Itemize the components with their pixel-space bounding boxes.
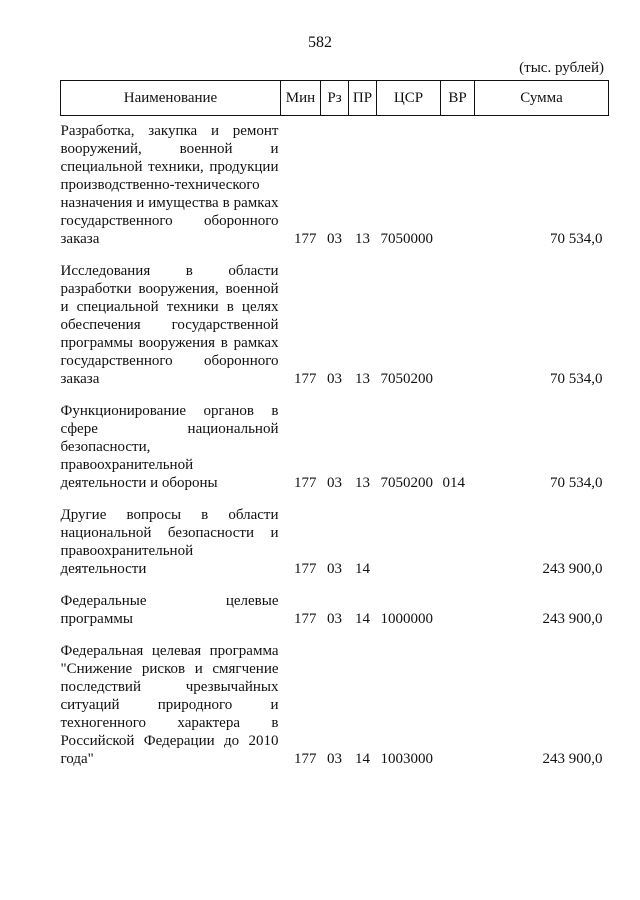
budget-table — [60, 80, 609, 768]
row-name: Исследования в области разработки вооружения, военной и специальной техники в целях обеспечения государственной программы вооружения в рамках государственного оборонного заказа — [60, 263, 279, 387]
row-sum: 243 900,0 — [542, 751, 603, 767]
row-pr: 13 — [355, 475, 370, 491]
row-sum: 70 534,0 — [550, 475, 603, 491]
row-name: Другие вопросы в области национальной безопасности и правоохранительной деятельности — [60, 507, 279, 577]
row-csr — [377, 506, 441, 578]
table-header — [61, 81, 609, 116]
table-row — [61, 402, 609, 492]
row-rz: 03 — [327, 475, 342, 491]
header-csr: ЦСР — [377, 81, 441, 116]
header-sum: Сумма — [475, 81, 609, 116]
row-min: 177 — [294, 231, 317, 247]
table-body — [61, 116, 609, 769]
row-name: Функционирование органов в сфере национальной безопасности, правоохранительной деятельности и обороны — [60, 403, 279, 491]
row-csr: 7050200 — [380, 475, 433, 491]
row-name: Федеральные целевые программы — [60, 593, 279, 627]
row-vr — [441, 262, 475, 388]
table-row — [61, 592, 609, 628]
table-row — [61, 642, 609, 768]
row-pr: 14 — [355, 611, 370, 627]
row-pr: 13 — [355, 231, 370, 247]
header-rz: Рз — [321, 81, 349, 116]
row-rz: 03 — [327, 751, 342, 767]
row-rz: 03 — [327, 231, 342, 247]
row-min: 177 — [294, 561, 317, 577]
row-pr: 14 — [355, 561, 370, 577]
page-number: 582 — [308, 34, 332, 51]
header-min: Мин — [281, 81, 321, 116]
header-row — [61, 81, 609, 116]
row-vr — [441, 592, 475, 628]
row-name: Федеральная целевая программа "Снижение рисков и смягчение последствий чрезвычайных ситуаций природного и техногенного характера в Российской Федерации до 2010 года" — [60, 643, 279, 767]
row-csr: 7050000 — [380, 231, 433, 247]
row-vr — [441, 506, 475, 578]
table-row — [61, 506, 609, 578]
row-sum: 243 900,0 — [542, 611, 603, 627]
budget-table-container — [60, 80, 608, 768]
header-pr: ПР — [349, 81, 377, 116]
row-rz: 03 — [327, 371, 342, 387]
row-rz: 03 — [327, 561, 342, 577]
row-rz: 03 — [327, 611, 342, 627]
row-sum: 70 534,0 — [550, 371, 603, 387]
row-min: 177 — [294, 371, 317, 387]
header-name: Наименование — [61, 81, 281, 116]
table-row — [61, 262, 609, 388]
row-min: 177 — [294, 751, 317, 767]
row-vr: 014 — [442, 475, 465, 491]
row-pr: 13 — [355, 371, 370, 387]
header-vr: ВР — [441, 81, 475, 116]
row-sum: 70 534,0 — [550, 231, 603, 247]
row-sum: 243 900,0 — [542, 561, 603, 577]
row-name: Разработка, закупка и ремонт вооружений, военной и специальной техники, продукции производственно-технического назначения и имущества в рамках государственного оборонного заказа — [60, 123, 279, 247]
units-note: (тыс. рублей) — [519, 60, 604, 76]
table-row — [61, 122, 609, 248]
row-csr: 1003000 — [380, 751, 433, 767]
row-csr: 7050200 — [380, 371, 433, 387]
row-vr — [441, 642, 475, 768]
row-min: 177 — [294, 611, 317, 627]
row-pr: 14 — [355, 751, 370, 767]
row-csr: 1000000 — [380, 611, 433, 627]
row-vr — [441, 122, 475, 248]
row-min: 177 — [294, 475, 317, 491]
